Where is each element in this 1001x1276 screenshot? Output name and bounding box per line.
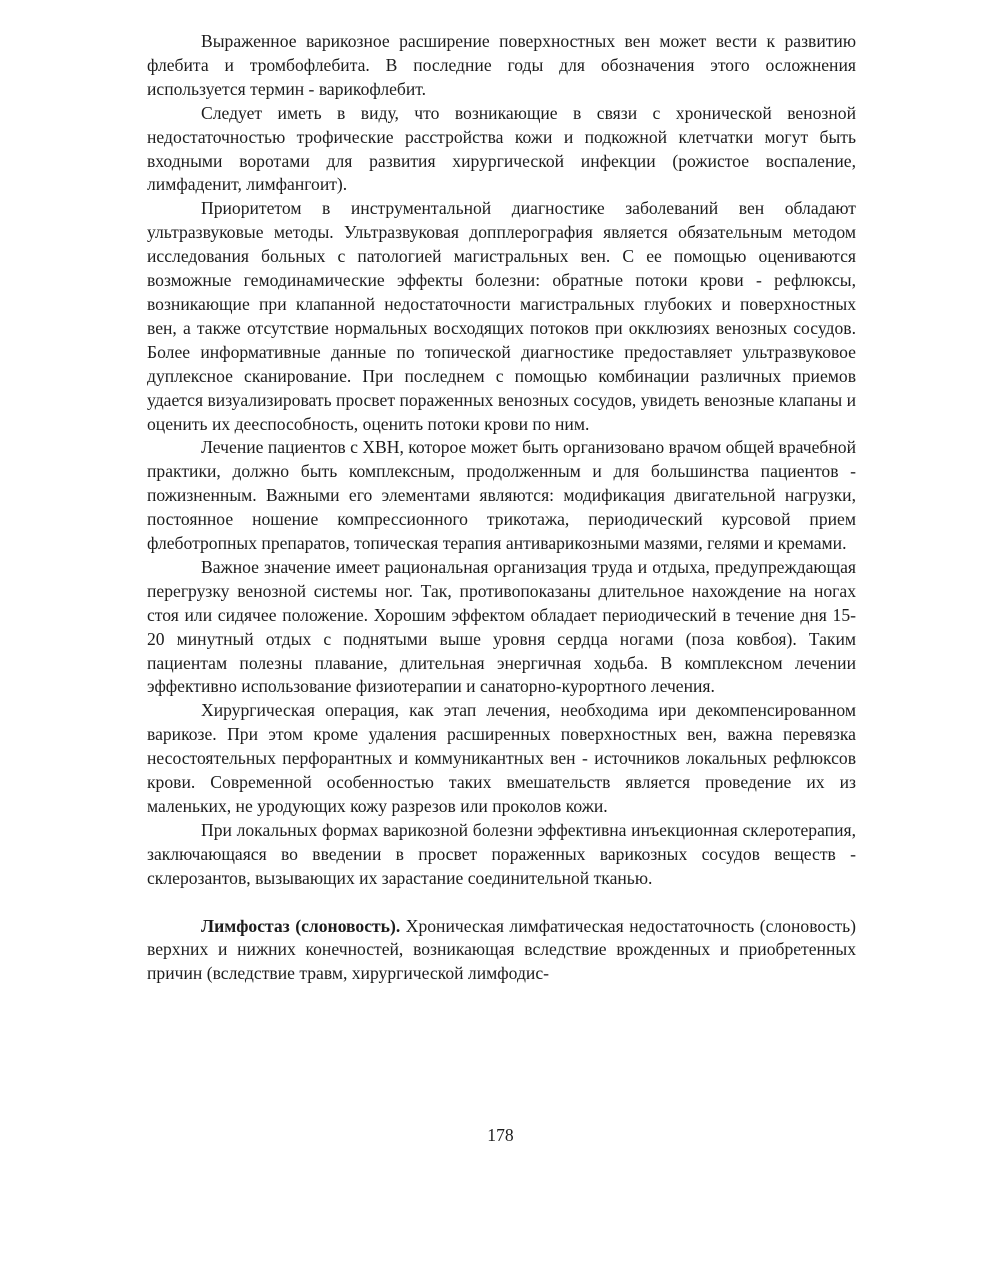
paragraph-surgical-operation: Хирургическая операция, как этап лечения, необходима ири декомпенсированном варикозе. При этом кроме удаления расширенных поверхностных вен, важна перевязка несостоятельных перфорантных и коммуникантных вен - источников локальных рефлюксов крови. Современной особенностью таких вмешательств является проведение их из маленьких, не уродующих кожу разрезов или проколов кожи. — [147, 700, 856, 816]
section-text: Хроническая лимфатическая недостаточность (слоновость) верхних и нижних конечностей, возникающая вследствие врожденных и приобретенных причин (вследствие травм, хирургической лимфодис- — [147, 915, 856, 984]
page-number: 178 — [487, 1125, 514, 1145]
section-heading: Лимфостаз (слоновость). — [201, 915, 401, 936]
body-text — [147, 30, 856, 986]
paragraph-cvi-treatment: Лечение пациентов с ХВН, которое может быть организовано врачом общей врачебной практики, должно быть комплексным, продолженным и для большинства пациентов - пожизненным. Важными его элементами являются: модификация двигательной нагрузки, постоянное ношение компрессионного трикотажа, периодический курсовой прием флеботропных препаратов, топическая терапия антиварикозными мазями, гелями и кремами. — [147, 437, 856, 554]
paragraph-varicophlebitis: Выраженное варикозное расширение поверхностных вен может вести к развитию флебита и тромбофлебита. В последние годы для обозначения этого осложнения используется термин - варикофлебит. — [147, 31, 856, 99]
section-lymphostasis — [147, 915, 856, 987]
paragraph-work-rest-regime: Важное значение имеет рациональная организация труда и отдыха, предупреждающая перегрузку венозной системы ног. Так, противопоказаны длительное нахождение на ногах стоя или сидячее положение. Хорошим эффектом обладает периодический в течение дня 15-20 минутный отдых с поднятыми выше уровня сердца ногами (поза ковбоя). Таким пациентам полезны плавание, длительная энергичная ходьба. В комплексном лечении эффективно использование физиотерапии и санаторно-курортного лечения. — [147, 556, 856, 697]
paragraph-trophic-disorders: Следует иметь в виду, что возникающие в связи с хронической венозной недостаточностью трофические расстройства кожи и подкожной клетчатки могут быть входными воротами для развития хирургической инфекции (рожистое воспаление, лимфаденит, лимфангоит). — [147, 102, 856, 195]
paragraph-ultrasound-diagnostics: Приоритетом в инструментальной диагностике заболеваний вен обладают ультразвуковые методы. Ультразвуковая допплерография является обязательным методом исследования больных с патологией магистральных вен. С ее помощью оцениваются возможные гемодинамические эффекты болезни: обратные потоки крови - рефлюксы, возникающие при клапанной недостаточности магистральных глубоких и поверхностных вен, а также отсутствие нормальных восходящих потоков при окклюзиях венозных сосудов. Более информативные данные по топической диагностике предоставляет ультразвуковое дуплексное сканирование. При последнем с помощью комбинации различных приемов удается визуализировать просвет пораженных венозных сосудов, увидеть венозные клапаны и оценить их дееспособность, оценить потоки крови по ним. — [147, 198, 856, 434]
paragraph-sclerotherapy: При локальных формах варикозной болезни эффективна инъекционная склеротерапия, заключающаяся во введении в просвет пораженных варикозных сосудов веществ - склерозантов, вызывающих их зарастание соединительной тканью. — [147, 819, 856, 888]
